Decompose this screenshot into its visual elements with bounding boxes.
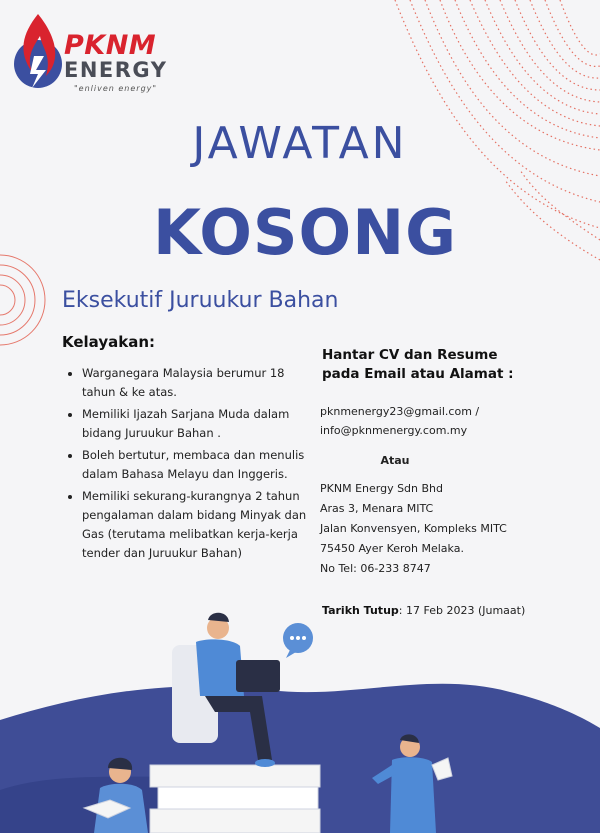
logo-text-pknm: PKNM	[64, 30, 157, 61]
flame-icon	[12, 12, 68, 96]
heading-jawatan: JAWATAN	[192, 118, 408, 169]
apply-heading	[322, 346, 580, 384]
requirement-item: • Memiliki sekurang-kurangnya 2 tahun pengalaman dalam bidang Minyak dan Gas (terutama melibatkan kerja-kerja tender dan Juruukur Bahan)	[82, 487, 307, 563]
closing-date-value: : 17 Feb 2023 (Jumaat)	[398, 604, 526, 617]
email-info[interactable]: info@pknmenergy.com.my	[320, 424, 468, 437]
book-stack	[158, 787, 318, 809]
address-line: PKNM Energy Sdn Bhd	[320, 482, 444, 495]
application-info	[320, 346, 580, 579]
apply-heading-line2: pada Email atau Alamat :	[322, 366, 514, 382]
heading-kosong: KOSONG	[152, 196, 458, 269]
man-right-shirt	[390, 757, 436, 833]
position-title: Eksekutif Juruukur Bahan	[62, 288, 339, 313]
closing-date-label: Tarikh Tutup	[322, 604, 399, 617]
requirement-item: • Boleh bertutur, membaca dan menulis dalam Bahasa Melayu dan Inggeris.	[82, 446, 307, 484]
address-block	[320, 479, 580, 579]
people-reading-illustration	[0, 600, 600, 833]
phone-line: No Tel: 06-233 8747	[320, 562, 431, 575]
man-shoe	[255, 759, 275, 767]
book-stack	[150, 809, 320, 833]
address-line: Aras 3, Menara MITC	[320, 502, 434, 515]
logo-tagline: "enliven energy"	[74, 84, 158, 93]
requirements-heading: Kelayakan:	[62, 333, 156, 351]
email-gmail[interactable]: pknmenergy23@gmail.com /	[320, 405, 480, 418]
email-block	[320, 402, 580, 440]
requirements-list	[62, 364, 307, 566]
address-line: 75450 Ayer Keroh Melaka.	[320, 542, 464, 555]
address-line: Jalan Konvensyen, Kompleks MITC	[320, 522, 507, 535]
requirement-item: • Memiliki Ijazah Sarjana Muda dalam bidang Juruukur Bahan .	[82, 405, 307, 443]
requirement-item: • Warganegara Malaysia berumur 18 tahun & ke atas.	[82, 364, 307, 402]
logo-text-energy: ENERGY	[64, 58, 168, 82]
or-label: Atau	[380, 454, 410, 467]
apply-heading-line1: Hantar CV dan Resume	[322, 347, 498, 363]
laptop-icon	[236, 660, 280, 692]
book-stack	[150, 765, 320, 787]
pknm-energy-logo	[12, 12, 212, 96]
